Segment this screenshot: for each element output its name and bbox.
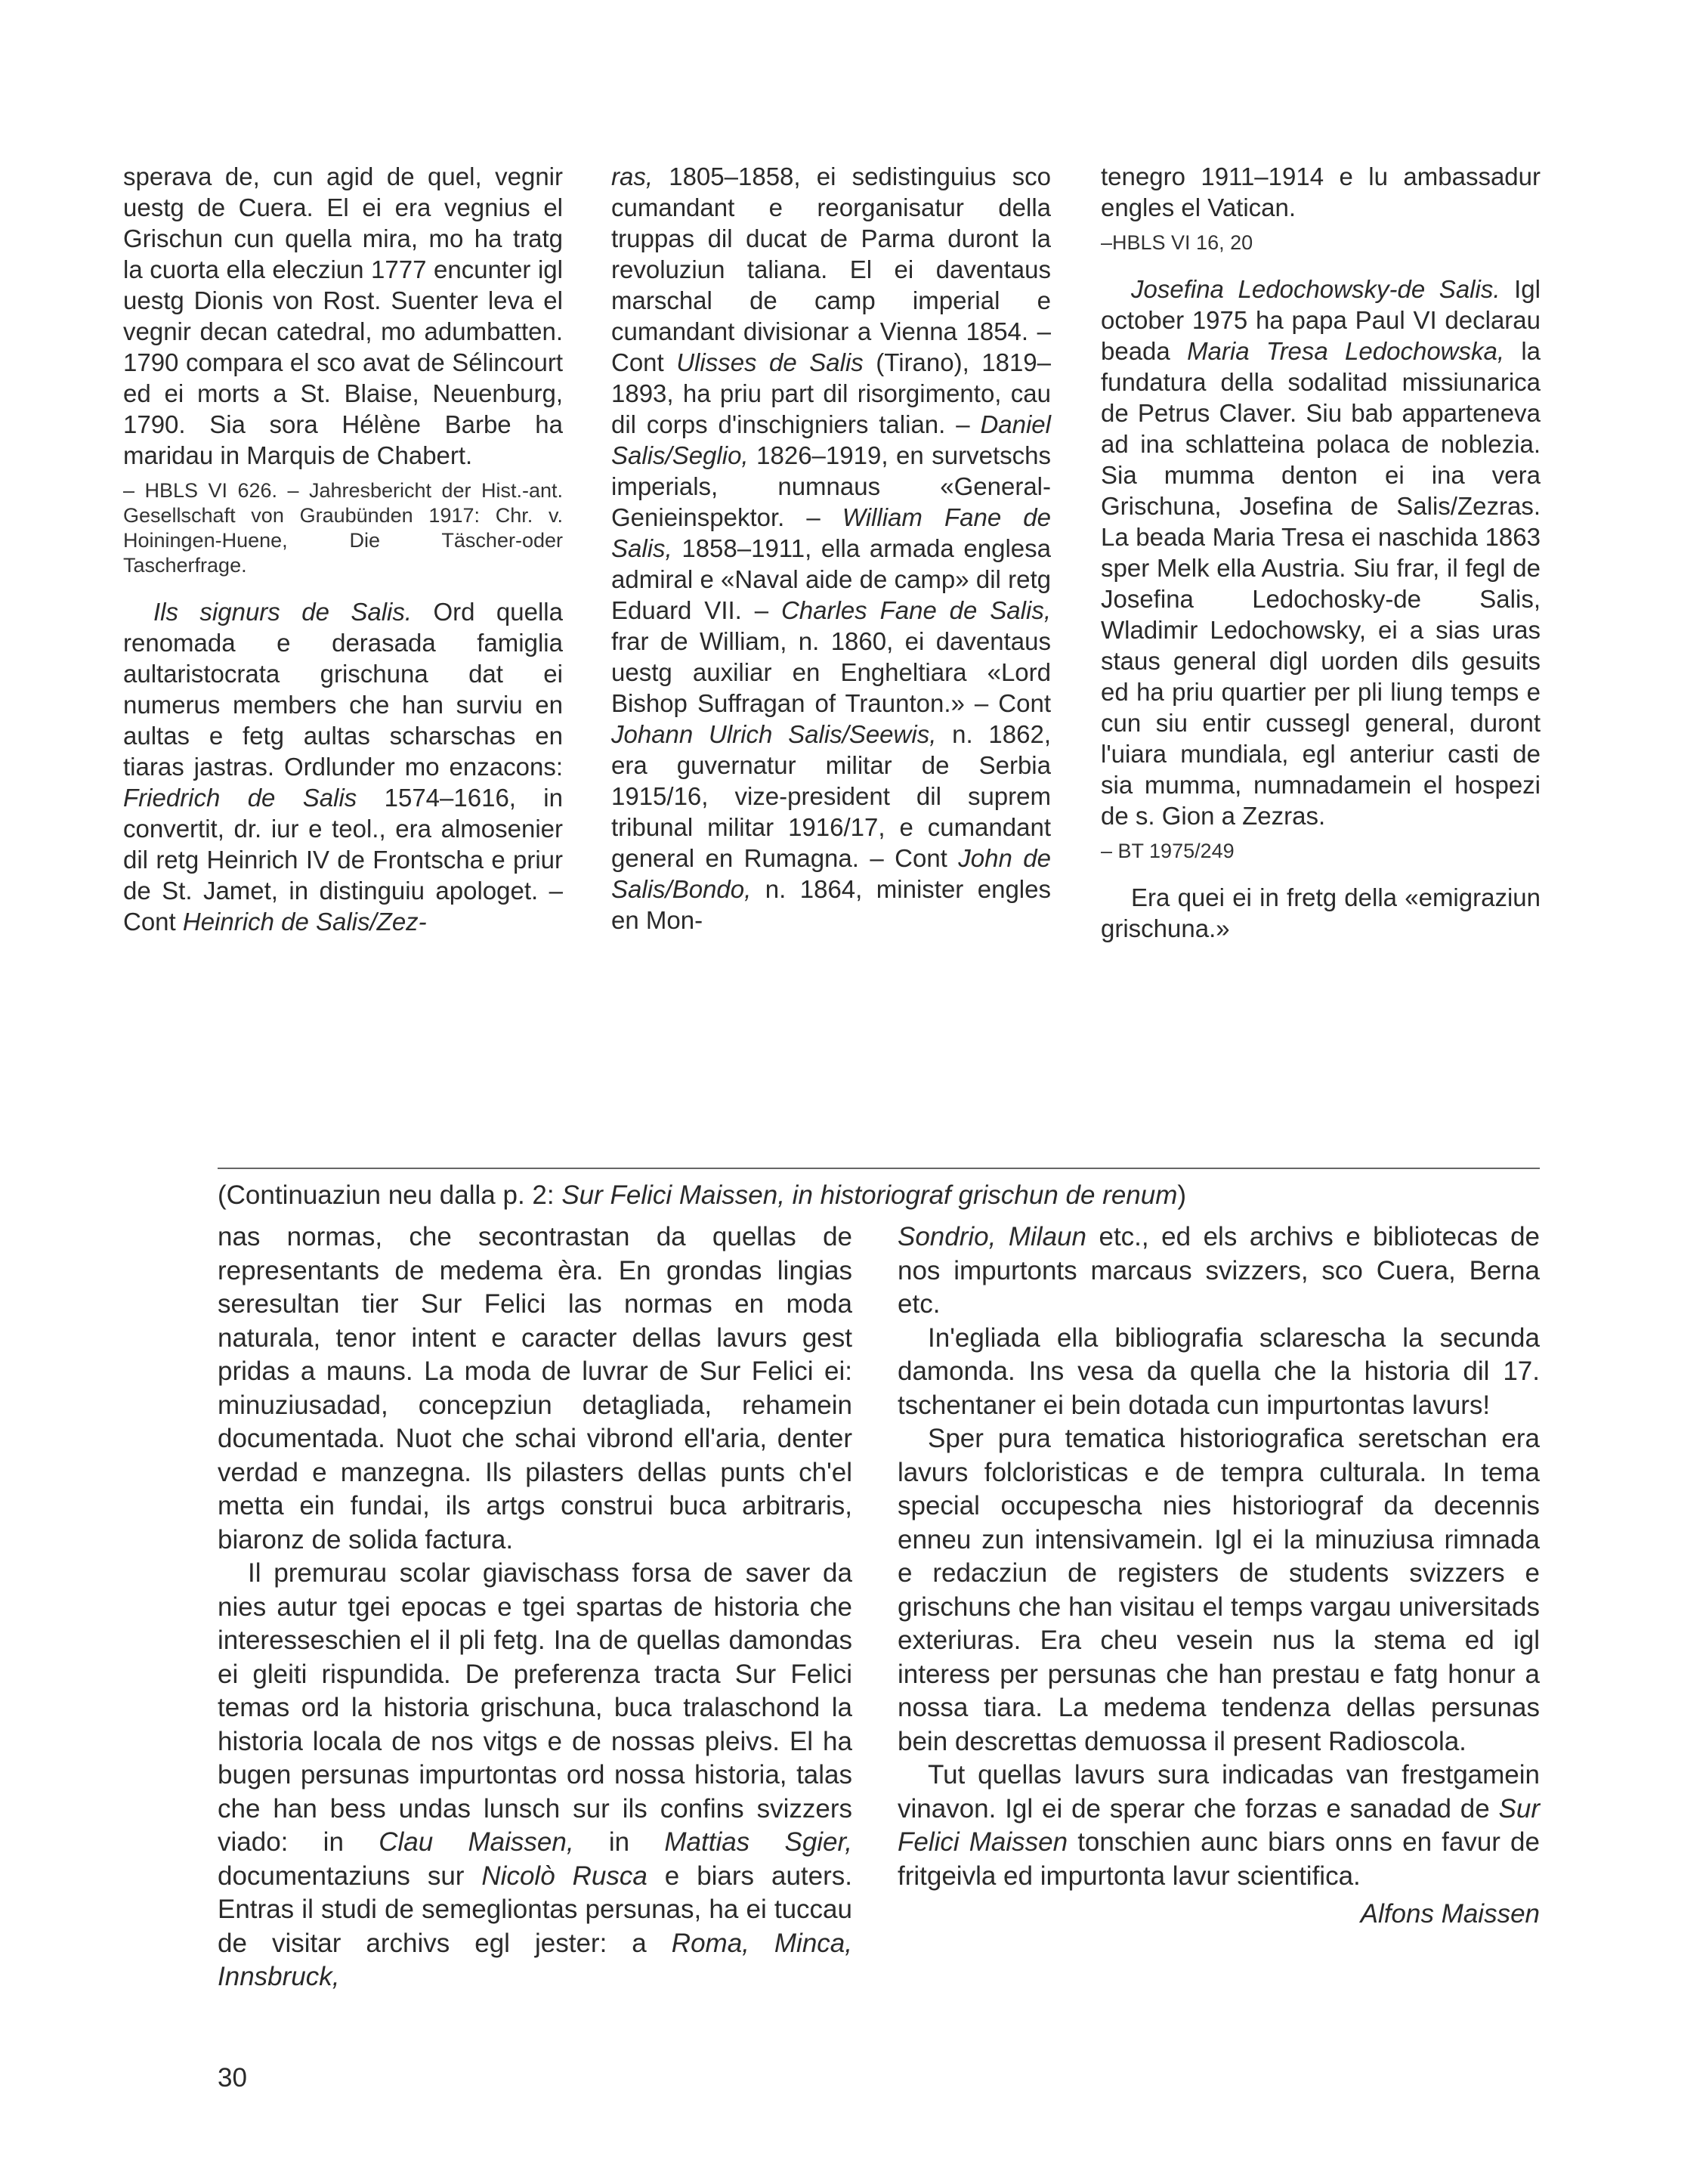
top-column-2 — [611, 161, 1051, 936]
paragraph: Il premurau scolar giavischass forsa de saver da nies autur tgei epocas e tgei spartas de historia che interesseschien el il pli fetg. Ina de quellas damondas ei gleiti rispundida. De preferenza tracta Sur Felici temas ord la historia grischuna, buca tralaschond la historia locala de nos vitgs e de nossas pleivs. El ha bugen persunas impurtontas ord nossa historia, talas che han bess undas lunsch sur ils confins svizzers viado: in Clau Maissen, in Mattias Sgier, documentaziuns sur Nicolò Rusca e biars auters. Entras il studi de semegliontas persunas, ha ei tuccau de visitar archivs egl jester: a Roma, Minca, Innsbruck, — [218, 1558, 852, 1991]
source-note: – HBLS VI 626. – Jahresbericht der Hist.-ant. Gesellschaft von Graubünden 1917: Chr. v. Hoiningen-Huene, Die Täscher-oder Tascherfrage. — [123, 479, 563, 577]
bottom-column-2 — [898, 1220, 1540, 1932]
source-note: –HBLS VI 16, 20 — [1101, 231, 1253, 254]
paragraph: Ils signurs de Salis. Ord quella renomada e derasada famiglia aultaristocrata grischuna dat ei numerus members che han surviu en aultas e fetg aultas scharschas en tiaras jastras. Ordlunder mo enzacons: Friedrich de Salis 1574–1616, in convertit, dr. iur e teol., era almosenier dil retg Heinrich IV de Frontscha e priur de St. Jamet, in distinguiu apologet. – Cont Heinrich de Salis/Zez- — [123, 598, 563, 936]
page-number: 30 — [218, 2063, 247, 2093]
bottom-column-1 — [218, 1220, 852, 1994]
top-column-1 — [123, 161, 563, 937]
paragraph: tenegro 1911–1914 e lu ambassadur engles el Vatican. — [1101, 162, 1541, 221]
section-heading: Ils signurs de Salis. — [153, 598, 413, 626]
paragraph: Era quei ei in fretg della «emigraziun grischuna.» — [1101, 883, 1541, 942]
author-signature: Alfons Maissen — [1360, 1899, 1540, 1929]
paragraph: Sondrio, Milaun etc., ed els archivs e bibliotecas de nos impurtonts marcaus svizzers, sco Cuera, Berna etc. — [898, 1222, 1540, 1319]
paragraph: nas normas, che secontrastan da quellas de representants de medema èra. En grondas lingias seresultan tier Sur Felici las normas en moda naturala, tenor intent e caracter dellas lavurs gest pridas a mauns. La moda de luvrar de Sur Felici ei: minuziusadad, concepziun detagliada, rehamein documentada. Nuot che schai vibrond ell'aria, denter verdad e manzegna. Ils pilasters dellas punts ch'el metta ein fundai, ils artgs construi buca arbitraris, biaronz de solida factura. — [218, 1222, 852, 1554]
source-note: – BT 1975/249 — [1101, 840, 1235, 862]
paragraph: ras, 1805–1858, ei sedistinguius sco cumandant e reorganisatur della truppas dil ducat de Parma duront la revoluziun taliana. El ei daventaus marschal de camp imperial e cumandant divisionar a Vienna 1854. – Cont Ulisses de Salis (Tirano), 1819–1893, ha priu part dil risorgimento, cau dil corps d'inschigniers talian. – Daniel Salis/Seglio, 1826–1919, en survetschs imperials, numnaus «General-Genieinspektor. – William Fane de Salis, 1858–1911, ella armada englesa admiral e «Naval aide de camp» dil retg Eduard VII. – Charles Fane de Salis, frar de William, n. 1860, ei daventaus uestg auxiliar en Engheltiara «Lord Bishop Suffragan of Traunton.» – Cont Johann Ulrich Salis/Seewis, n. 1862, era guvernatur militar de Serbia 1915/16, vize-president dil suprem tribunal militar 1916/17, e cumandant general en Rumagna. – Cont John de Salis/Bondo, n. 1864, minister engles en Mon- — [611, 162, 1051, 934]
paragraph: Josefina Ledochowsky-de Salis. Igl october 1975 ha papa Paul VI declarau beada Maria Tresa Ledochowska, la fundatura della sodalitad missiunarica de Petrus Claver. Siu bab apparteneva ad ina schlatteina polaca de noblezia. Sia mumma denton ei ina vera Grischuna, Josefina de Salis/Zezras. La beada Maria Tresa ei naschida 1863 sper Melk ella Austria. Siu frar, il fegl de Josefina Ledochosky-de Salis, Wladimir Ledochowsky, ei a sias uras staus general digl uorden dils gesuits ed ha priu quartier per pli liung temps e cun siu entir cussegl general, duront l'uiara mundiala, egl anteriur casti de sia mumma, numnadamein el hospezi de s. Gion a Zezras. — [1101, 275, 1541, 830]
paragraph: In'egliada ella bibliografia sclarescha la secunda damonda. Ins vesa da quella che la historia dil 17. tschentaner ei bein dotada cun impurtontas lavurs! — [898, 1322, 1540, 1420]
continuation-note: (Continuaziun neu dalla p. 2: Sur Felici Maissen, in historiograf grischun de renum) — [218, 1180, 1187, 1210]
paragraph: sperava de, cun agid de quel, vegnir uestg de Cuera. El ei era vegnius el Grischun cun quella mira, mo ha tratg la cuorta ella elecziun 1777 encunter igl uestg Dionis von Rost. Suenter leva el vegnir decan catedral, mo adumbatten. 1790 compara el sco avat de Sélincourt ed ei morts a St. Blaise, Neuenburg, 1790. Sia sora Hélène Barbe ha maridau in Marquis de Chabert. — [123, 162, 563, 469]
top-column-3 — [1101, 161, 1541, 944]
section-heading: Josefina Ledochowsky-de Salis. — [1131, 275, 1500, 303]
divider — [218, 1168, 1540, 1169]
paragraph: Sper pura tematica historiografica seretschan era lavurs folcloristicas e de tempra culturala. In tema special occupescha nies historiograf da decennis enneu zun intensivamein. Igl ei la minuziusa rimnada e redacziun de registers de students svizzers e grischuns che han visitau el temps vargau universitads exteriuras. Era cheu vesein nus la stema ed igl interess per persunas che han prestau e fatg honur a nossa tiara. La medema tendenza dellas persunas bein descrettas demuossa il present Radioscola. — [898, 1424, 1540, 1756]
paragraph: Tut quellas lavurs sura indicadas van frestgamein vinavon. Igl ei de sperar che forzas e sanadad de Sur Felici Maissen tonschien aunc biars onns en favur de fritgeivla ed impurtonta lavur scientifica. — [898, 1760, 1540, 1891]
